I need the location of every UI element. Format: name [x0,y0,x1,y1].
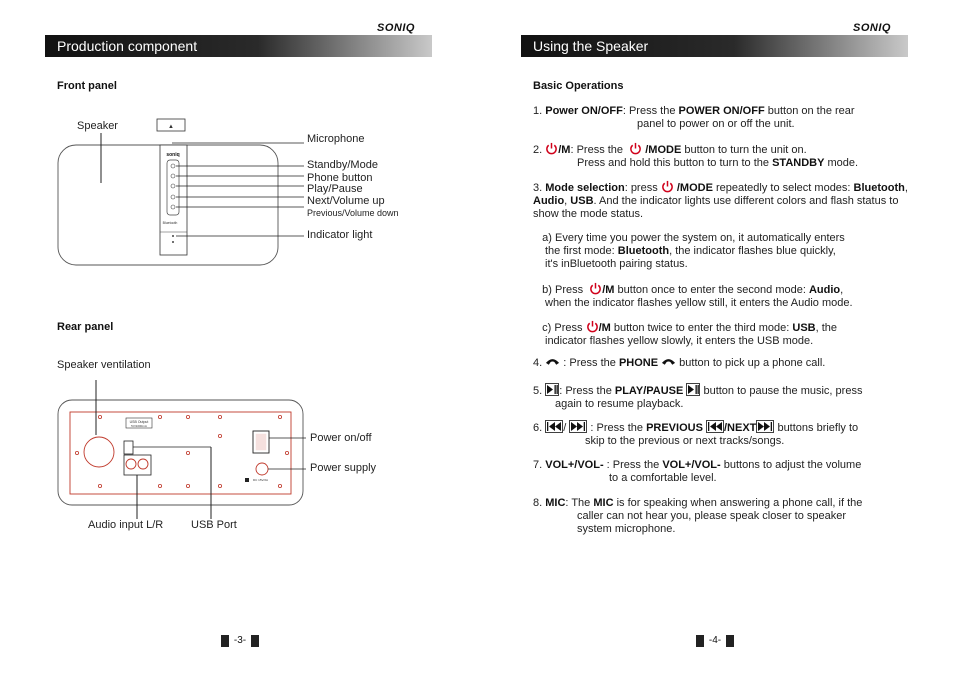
instruction-8: 8. MIC: The MIC is for speaking when answering a phone call, if the caller can not hear you, please speak closer to speaker system microphone. [533,497,863,535]
page-number [221,635,259,647]
phone-icon [661,357,676,366]
callout-power-on-off: Power on/off [310,432,372,444]
instruction-3b: b) Press /M button once to enter the second mode: Audio, when the indicator flashes yellow still, it enters the Audio mode. [533,284,853,309]
svg-text:5V/1000mA: 5V/1000mA [131,424,147,428]
instruction-6: 6. / : Press the PREVIOUS /NEXT buttons briefly to skip to the previous or next tracks/songs. [533,422,859,447]
callout-previous-volume-down: Previous/Volume down [307,208,399,218]
callout-phone-button: Phone button [307,172,373,184]
phone-icon [545,357,560,366]
instruction-3a: a) Every time you power the system on, it automatically enters the first mode: Bluetooth, the indicator flashes blue quickly, it's inBluetooth pairing status. [533,232,845,270]
power-icon [545,142,558,155]
front-panel-diagram [0,0,477,300]
rear-panel-label: Rear panel [57,321,114,333]
brand-logo: SONIQ [853,22,891,34]
instruction-4: 4. : Press the PHONE button to pick up a phone call. [533,357,826,369]
instruction-3: 3. Mode selection: press /MODE repeatedly to select modes: Bluetooth, Audio, USB. And the indicator lights use different colors and flash status to show the mode status. [533,182,908,220]
instruction-5: 5. : Press the PLAY/PAUSE button to pause the music, press again to resume playback. [533,385,863,410]
svg-text:Bluetooth: Bluetooth [162,221,178,225]
section-header-using: Using the Speaker [521,35,908,57]
next-icon [756,420,774,433]
instruction-3c: c) Press /M button twice to enter the third mode: USB, the indicator flashes yellow slowly, it enters the USB mode. [533,322,838,347]
callout-power-supply: Power supply [310,462,377,474]
power-icon [661,180,674,193]
callout-speaker-ventilation: Speaker ventilation [57,359,151,371]
svg-text:USB Output: USB Output [129,420,149,424]
svg-text:soniq: soniq [166,152,180,158]
next-icon [569,420,587,433]
callout-usb-port: USB Port [191,519,237,531]
page-number [696,635,734,647]
power-icon [629,142,642,155]
page-number-text: -4- [708,635,722,646]
basic-operations-heading: Basic Operations [533,80,624,92]
page-number-text: -3- [233,635,247,646]
callout-standby-mode: Standby/Mode [307,159,378,171]
instruction-2: 2. /M: Press the /MODE button to turn the unit on. Press and hold this button to turn to the STANDBY mode. [533,144,859,169]
rear-panel-diagram [0,380,477,540]
brand-logo: SONIQ [377,22,415,34]
play-pause-icon [686,383,700,396]
front-panel-label: Front panel [57,80,117,92]
callout-speaker: Speaker [77,120,118,132]
svg-text:▲: ▲ [168,124,174,130]
right-page [477,0,954,675]
power-icon [589,282,602,295]
callout-audio-input: Audio input L/R [88,519,164,531]
section-header-production: Production component [45,35,432,57]
callout-next-volume-up: Next/Volume up [307,195,385,207]
callout-microphone: Microphone [307,133,365,145]
callout-play-pause: Play/Pause [307,183,363,195]
play-pause-icon [545,383,559,396]
instruction-7: 7. VOL+/VOL- : Press the VOL+/VOL- buttons to adjust the volume to a comfortable level. [533,459,862,484]
instruction-1: 1. Power ON/OFF: Press the POWER ON/OFF button on the rear panel to power on or off the unit. [533,105,855,130]
svg-text:DC 15V/2A: DC 15V/2A [253,478,269,482]
power-icon [586,320,599,333]
previous-icon [545,420,563,433]
previous-icon [706,420,724,433]
callout-indicator-light: Indicator light [307,229,373,241]
